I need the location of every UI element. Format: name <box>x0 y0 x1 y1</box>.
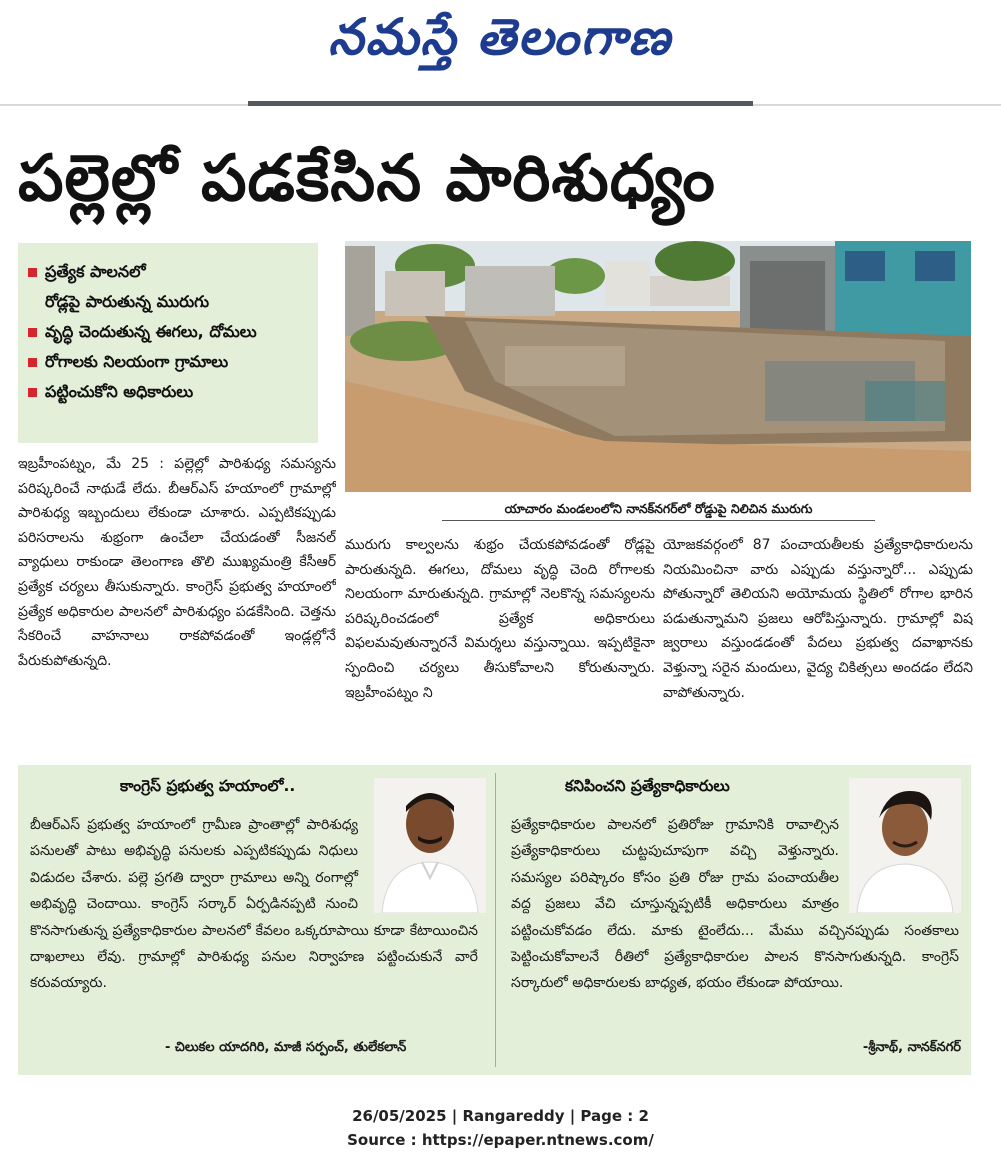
highlight-item <box>28 377 310 407</box>
person-portrait-icon <box>374 778 486 913</box>
highlights-box <box>18 243 318 443</box>
quote-attribution-left: - చిలుకల యాదగిరి, మాజీ సర్పంచ్, తులేకలాన్ <box>165 1040 407 1055</box>
highlight-text: ప్రత్యేక పాలనలో <box>45 262 146 281</box>
quote-body-right: ప్రత్యేకాధికారుల పాలనలో ప్రతిరోజు గ్రామానికి రావాల్సిన ప్రత్యేకాధికారులు చుట్టపుచూపుగా వచ్చి వెళ్తున్నారు. సమస్యల పరిష్కారం కోసం ప్రతి రోజు గ్రామ పంచాయతీల వద్ద ప్రజలు వేచి చూస్తున్నప్పటికీ అధికారులు మాత్రం పట్టించుకోవడం లేదు. మాకు టైంలేదు... మేము వచ్చినప్పుడు సంతకాలు పెట్టించుకోవాలనే రీతిలో ప్రత్యేకాధికారుల పాలన కొనసాగుతున్నది. కాంగ్రెస్ సర్కారులో అధికారులకు బాధ్యత, భయం లేకుండా పోయాయి. <box>503 810 967 1038</box>
bullet-square-icon <box>28 328 37 337</box>
masthead <box>0 0 1001 100</box>
quote-attribution-right: -శ్రీనాథ్, నానక్‌నగర్ <box>862 1040 961 1055</box>
highlight-item <box>28 317 310 347</box>
quote-title-left: కాంగ్రెస్ ప్రభుత్వ హయాంలో.. <box>120 777 296 795</box>
quote-title-right: కనిపించని ప్రత్యేకాధికారులు <box>565 777 730 795</box>
bullet-square-icon <box>28 358 37 367</box>
bullet-square-icon <box>28 388 37 397</box>
highlight-item-continuation <box>28 287 310 317</box>
highlight-text: రోగాలకు నిలయంగా గ్రామాలు <box>45 352 229 371</box>
highlight-text: పట్టించుకోని అధికారులు <box>45 382 194 401</box>
highlight-text: వృద్ధి చెందుతున్న ఈగలు, దోమలు <box>45 322 257 341</box>
photo-caption: యాచారం మండలంలోని నానక్‌నగర్‌లో రోడ్డుపై నిలిచిన మురుగు <box>442 497 875 521</box>
quote-body-left: బీఆర్ఎస్ ప్రభుత్వ హయాంలో గ్రామీణ ప్రాంతాల్లో పారిశుధ్య పనులతో పాటు అభివృద్ధి పనులకు ఎప్పటికప్పుడు నిధులు విడుదల చేశారు. పల్లె ప్రగతి ద్వారా గ్రామాలు అన్ని రంగాల్లో అభివృద్ధి చెందాయి. కాంగ్రెస్ సర్కార్ ఏర్పడినప్పటి నుంచి కొనసాగుతున్న ప్రత్యేకాధికారుల పాలనలో కేవలం ఒక్కరూపాయి కూడా కేటాయించిన దాఖలాలు లేవు. గ్రామాల్లో పారిశుధ్య పనుల నిర్వాహణ పట్టించుకునే వారే కరువయ్యారు. <box>22 810 486 1038</box>
quotes-divider <box>495 773 496 1067</box>
article-column-1: ఇబ్రహీంపట్నం, మే 25 : పల్లెల్లో పారిశుధ్య సమస్యను పరిష్కరించే నాథుడే లేదు. బీఆర్ఎస్ హయాంలో గ్రామాల్లో పారిశుధ్య ఇబ్బందులు లేకుండా చూశారు. ఎప్పటికప్పుడు పరిసరాలను శుభ్రంగా ఉంచేలా చేయడంతో సీజనల్ వ్యాధులు రాకుండా తెలంగాణ తొలి ముఖ్యమంత్రి కేసీఆర్ ప్రత్యేక చర్యలు తీసుకున్నారు. కాంగ్రెస్ ప్రభుత్వ హయాంలో ప్రత్యేక అధికారుల పాలనలో పారిశుధ్యం పడకేసింది. చెత్తను సేకరించే వాహనాలు రాకపోవడంతో ఇండ్లల్లోనే పేరుకుపోతున్నది. <box>18 456 336 669</box>
article-column-3: యోజకవర్గంలో 87 పంచాయతీలకు ప్రత్యేకాధికారులను నియమించినా వారు ఎప్పుడు వస్తున్నారో... ఎప్పుడు పోతున్నారో తెలియని అయోమయ స్థితిలో రోగాల భారిన పడుతున్నామని ప్రజలు ఆరోపిస్తున్నారు. గ్రామాల్లో విష జ్వరాలు వస్తుండడంతో పేదలు ప్రభుత్వ దవాఖానకు వెళ్తున్నా సరైన మందులు, వైద్య చికిత్సలు అందడం లేదని వాపోతున్నారు. <box>663 537 973 701</box>
portrait-srinath <box>849 778 961 913</box>
highlight-item <box>28 257 310 287</box>
highlight-text: రోడ్లపై పారుతున్న మురుగు <box>45 292 210 311</box>
masthead-accent-rule <box>248 101 753 106</box>
article-column-2: మురుగు కాల్వలను శుభ్రం చేయకపోవడంతో రోడ్లపై పారుతున్నది. ఈగలు, దోమలు వృద్ధి చెంది రోగాలకు నిలయంగా మారుతున్నది. గ్రామాల్లో నెలకొన్న సమస్యలను పరిష్కరించడంలో ప్రత్యేక అధికారులు విఫలమవుతున్నారనే విమర్శలు వస్తున్నాయి. ఇప్పటికైనా స్పందించి చర్యలు తీసుకోవాలని కోరుతున్నారు. ఇబ్రహీంపట్నం ని <box>345 537 655 701</box>
person-portrait-icon <box>849 778 961 913</box>
page-footer-date-edition: 26/05/2025 | Rangareddy | Page : 2 <box>352 1107 649 1125</box>
street-sewage-photo-illustration <box>345 241 971 492</box>
news-photo <box>345 241 971 492</box>
highlight-item <box>28 347 310 377</box>
newspaper-logo: నమస్తే తెలంగాణ <box>328 8 672 66</box>
portrait-chilukala-yadagiri <box>374 778 486 913</box>
article-headline: పల్లెల్లో పడకేసిన పారిశుధ్యం <box>18 142 716 216</box>
page-footer-source: Source : https://epaper.ntnews.com/ <box>347 1131 654 1149</box>
bullet-square-icon <box>28 268 37 277</box>
